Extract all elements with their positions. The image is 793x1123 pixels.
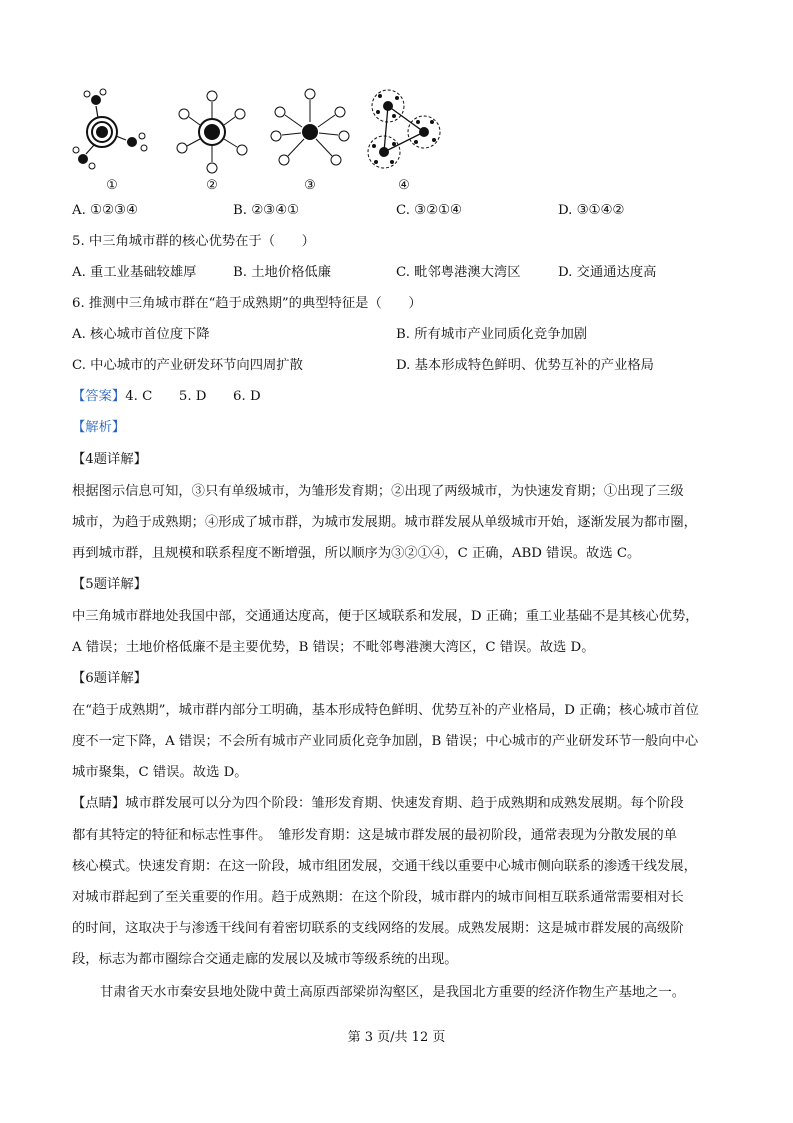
note-line-1: 【点睛】城市群发展可以分为四个阶段：雏形发育期、快速发育期、趋于成熟期和成熟发展期。每个阶段: [72, 796, 684, 811]
detail-4-line-2: 城市，为趋于成熟期；④形成了城市群，为城市发展期。城市群发展从单级城市开始，逐渐发展为都市圈，: [72, 515, 697, 530]
figure-3-label: ③: [304, 178, 316, 193]
note-line-2: 都有其特定的特征和标志性事件。 雏形发育期：这是城市群发展的最初阶段，通常表现为分散发展的单: [72, 828, 678, 843]
q4-option-d: D. ③①④②: [558, 203, 625, 218]
answer-tag: 【答案】: [72, 389, 126, 404]
q4-option-b: B. ②③④①: [233, 203, 299, 218]
detail-6-line-1: 在“趋于成熟期”，城市群内部分工明确，基本形成特色鲜明、优势互补的产业格局，D 正确；核心城市首位: [72, 703, 699, 718]
answer-line: [72, 387, 261, 407]
detail-6-line-3: 城市聚集，C 错误。故选 D。: [72, 765, 248, 780]
detail-4-tag: 【4题详解】: [72, 452, 147, 467]
figure-3-single-level-city: [268, 86, 352, 174]
q5-option-d: D. 交通通达度高: [558, 265, 657, 280]
note-line-4: 对城市群起到了至关重要的作用。趋于成熟期：在这个阶段，城市群内的城市间相互联系通常需要相对长: [72, 890, 684, 905]
detail-6-tag: 【6题详解】: [72, 671, 147, 686]
q6-stem: 6. 推测中三角城市群在“趋于成熟期”的典型特征是（ ）: [72, 296, 422, 311]
detail-6-line-2: 度不一定下降，A 错误；不会所有城市产业同质化竞争加剧，B 错误；中心城市的产业研发环节一般向中心: [72, 734, 699, 749]
q4-option-a: A. ①②③④: [72, 203, 138, 218]
city-cluster-stage-figures: [0, 86, 793, 196]
note-line-3: 核心模式。快速发育期：在这一阶段，城市组团发展，交通干线以重要中心城市侧向联系的渗透干线发展，: [72, 859, 697, 874]
figure-1-three-level-cities: [72, 86, 156, 174]
q6-option-c: C. 中心城市的产业研发环节向四周扩散: [72, 358, 303, 373]
note-line-5: 的时间，这取决于与渗透干线间有着密切联系的支线网络的发展。成熟发展期：这是城市群发展的高级阶: [72, 921, 684, 936]
q5-option-c: C. 毗邻粤港澳大湾区: [396, 265, 521, 280]
answer-text: 4. C 5. D 6. D: [125, 389, 261, 404]
q5-stem: 5. 中三角城市群的核心优势在于（ ）: [72, 234, 315, 249]
detail-5-tag: 【5题详解】: [72, 577, 147, 592]
page-footer: 第 3 页/共 12 页: [347, 1030, 446, 1045]
q5-option-a: A. 重工业基础较雄厚: [72, 265, 197, 280]
q6-option-d: D. 基本形成特色鲜明、优势互补的产业格局: [396, 358, 654, 373]
detail-4-line-1: 根据图示信息可知，③只有单级城市，为雏形发育期；②出现了两级城市，为快速发育期；①出现了三级: [72, 484, 684, 499]
q6-option-a: A. 核心城市首位度下降: [72, 327, 210, 342]
figure-1-label: ①: [106, 178, 118, 193]
note-tag: 【点睛】: [72, 796, 126, 811]
figure-2-two-level-cities: [172, 86, 256, 174]
q6-option-b: B. 所有城市产业同质化竞争加剧: [396, 327, 588, 342]
figure-2-label: ②: [206, 178, 218, 193]
next-question-intro: 甘肃省天水市秦安县地处陇中黄土高原西部梁峁沟壑区，是我国北方重要的经济作物生产基地之一。: [100, 985, 686, 1000]
analysis-tag: 【解析】: [72, 420, 126, 435]
figure-4-label: ④: [398, 178, 410, 193]
q5-option-b: B. 土地价格低廉: [233, 265, 332, 280]
figure-4-city-cluster: [364, 86, 448, 174]
detail-5-line-1: 中三角城市群地处我国中部，交通通达度高，便于区域联系和发展，D 正确；重工业基础不是其核心优势，: [72, 609, 699, 624]
detail-4-line-3: 再到城市群，且规模和联系程度不断增强，所以顺序为③②①④，C 正确，ABD 错误。故选 C。: [72, 546, 641, 561]
note-line-6: 段，标志为都市圈综合交通走廊的发展以及城市等级系统的出现。: [72, 952, 458, 967]
q4-option-c: C. ③②①④: [396, 203, 462, 218]
detail-5-line-2: A 错误；土地价格低廉不是主要优势，B 错误；不毗邻粤港澳大湾区，C 错误。故选 D。: [72, 640, 595, 655]
